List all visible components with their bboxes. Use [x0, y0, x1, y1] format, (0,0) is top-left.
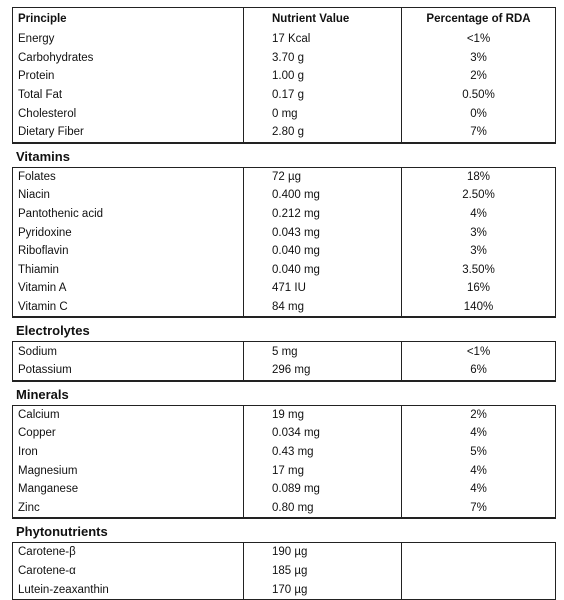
nutrient-name: Folates: [18, 170, 56, 183]
table-row: [13, 298, 555, 317]
table-row: [13, 123, 555, 142]
nutrient-name: Total Fat: [18, 89, 63, 102]
nutrient-value: 296 mg: [243, 361, 401, 380]
nutrient-name: Energy: [18, 33, 55, 46]
rda-percentage: [401, 580, 555, 599]
rda-percentage: [401, 562, 555, 581]
rda-percentage: 7%: [401, 123, 555, 142]
nutrient-name: Pyridoxine: [18, 226, 72, 239]
nutrient-name: Manganese: [18, 483, 79, 496]
nutrient-name: Riboflavin: [18, 245, 69, 258]
header-nutrient-value: Nutrient Value: [243, 8, 401, 30]
table-row: [13, 261, 555, 280]
rda-percentage: 0%: [401, 104, 555, 123]
rda-percentage: 16%: [401, 279, 555, 298]
rda-percentage: 3.50%: [401, 261, 555, 280]
table-row: [13, 186, 555, 205]
nutrient-value: 1.00 g: [243, 67, 401, 86]
rda-percentage: 4%: [401, 461, 555, 480]
rda-percentage: 18%: [401, 168, 555, 187]
rda-percentage: 5%: [401, 443, 555, 462]
table-row: [13, 104, 555, 123]
nutrient-value: 471 IU: [243, 279, 401, 298]
nutrient-name: Copper: [18, 427, 56, 440]
section-title: Minerals: [12, 381, 556, 405]
table-header: [12, 7, 556, 30]
section-group: [12, 167, 556, 318]
table-row: [13, 406, 555, 425]
nutrient-value: 5 mg: [243, 342, 401, 361]
nutrient-value: 0.040 mg: [243, 261, 401, 280]
nutrient-value: 19 mg: [243, 406, 401, 425]
rda-percentage: 2%: [401, 67, 555, 86]
nutrient-name: Dietary Fiber: [18, 126, 84, 139]
section-group: [12, 542, 556, 600]
table-row: [13, 498, 555, 517]
table-row: [13, 242, 555, 261]
rda-percentage: 4%: [401, 480, 555, 499]
section-title: Electrolytes: [12, 317, 556, 341]
nutrient-name: Niacin: [18, 189, 50, 202]
sections: [12, 143, 556, 600]
header-principle: Principle: [18, 13, 67, 25]
table-row: [13, 67, 555, 86]
nutrient-name: Carotene-β: [18, 546, 76, 559]
nutrient-value: 84 mg: [243, 298, 401, 317]
nutrient-value: 0.43 mg: [243, 443, 401, 462]
rda-percentage: 0.50%: [401, 86, 555, 105]
table-row: [13, 580, 555, 599]
nutrient-value: 190 µg: [243, 543, 401, 562]
rda-percentage: 2%: [401, 406, 555, 425]
nutrient-value: 0.034 mg: [243, 424, 401, 443]
table-row: [13, 361, 555, 380]
rda-percentage: <1%: [401, 30, 555, 49]
rda-percentage: 3%: [401, 242, 555, 261]
rda-percentage: <1%: [401, 342, 555, 361]
rda-percentage: 2.50%: [401, 186, 555, 205]
table-row: [13, 480, 555, 499]
table-row: [13, 279, 555, 298]
nutrient-value: 185 µg: [243, 562, 401, 581]
nutrient-name: Iron: [18, 445, 38, 458]
nutrient-value: 0.80 mg: [243, 498, 401, 517]
rda-percentage: 7%: [401, 498, 555, 517]
nutrient-value: 3.70 g: [243, 49, 401, 68]
rda-percentage: 3%: [401, 49, 555, 68]
table-row: [13, 461, 555, 480]
table-row: [13, 424, 555, 443]
nutrient-value: 17 mg: [243, 461, 401, 480]
nutrient-name: Zinc: [18, 501, 40, 514]
table-row: [13, 205, 555, 224]
nutrient-value: 0.212 mg: [243, 205, 401, 224]
section-group: [12, 405, 556, 519]
table-row: [13, 86, 555, 105]
nutrient-name: Potassium: [18, 364, 72, 377]
rda-percentage: [401, 543, 555, 562]
nutrient-value: 0.400 mg: [243, 186, 401, 205]
rda-percentage: 6%: [401, 361, 555, 380]
table-row: [13, 49, 555, 68]
nutrient-value: 2.80 g: [243, 123, 401, 142]
nutrient-name: Protein: [18, 70, 55, 83]
table-row: [13, 443, 555, 462]
nutrient-value: 72 µg: [243, 168, 401, 187]
nutrient-value: 170 µg: [243, 580, 401, 599]
table-row: [13, 168, 555, 187]
section-group: [12, 341, 556, 380]
nutrient-value: 17 Kcal: [243, 30, 401, 49]
nutrient-name: Calcium: [18, 408, 60, 421]
rda-percentage: 3%: [401, 223, 555, 242]
nutrient-name: Carotene-α: [18, 564, 76, 577]
nutrient-value: 0.040 mg: [243, 242, 401, 261]
table-row: [13, 223, 555, 242]
nutrition-table: [12, 7, 556, 600]
nutrient-name: Sodium: [18, 345, 57, 358]
nutrient-value: 0.043 mg: [243, 223, 401, 242]
nutrient-value: 0 mg: [243, 104, 401, 123]
principle-group: [12, 30, 556, 143]
nutrient-name: Vitamin A: [18, 282, 67, 295]
section-title: Vitamins: [12, 143, 556, 167]
nutrient-name: Vitamin C: [18, 301, 68, 314]
nutrient-name: Magnesium: [18, 464, 78, 477]
table-row: [13, 30, 555, 49]
rda-percentage: 4%: [401, 205, 555, 224]
rda-percentage: 4%: [401, 424, 555, 443]
nutrient-name: Cholesterol: [18, 107, 77, 120]
nutrient-value: 0.089 mg: [243, 480, 401, 499]
nutrient-name: Thiamin: [18, 263, 59, 276]
rda-percentage: 140%: [401, 298, 555, 317]
nutrient-name: Pantothenic acid: [18, 208, 104, 221]
nutrient-name: Lutein-zeaxanthin: [18, 583, 109, 596]
section-title: Phytonutrients: [12, 518, 556, 542]
nutrient-value: 0.17 g: [243, 86, 401, 105]
table-row: [13, 543, 555, 562]
nutrient-name: Carbohydrates: [18, 51, 94, 64]
table-row: [13, 342, 555, 361]
header-percentage-rda: Percentage of RDA: [401, 8, 555, 30]
table-row: [13, 562, 555, 581]
